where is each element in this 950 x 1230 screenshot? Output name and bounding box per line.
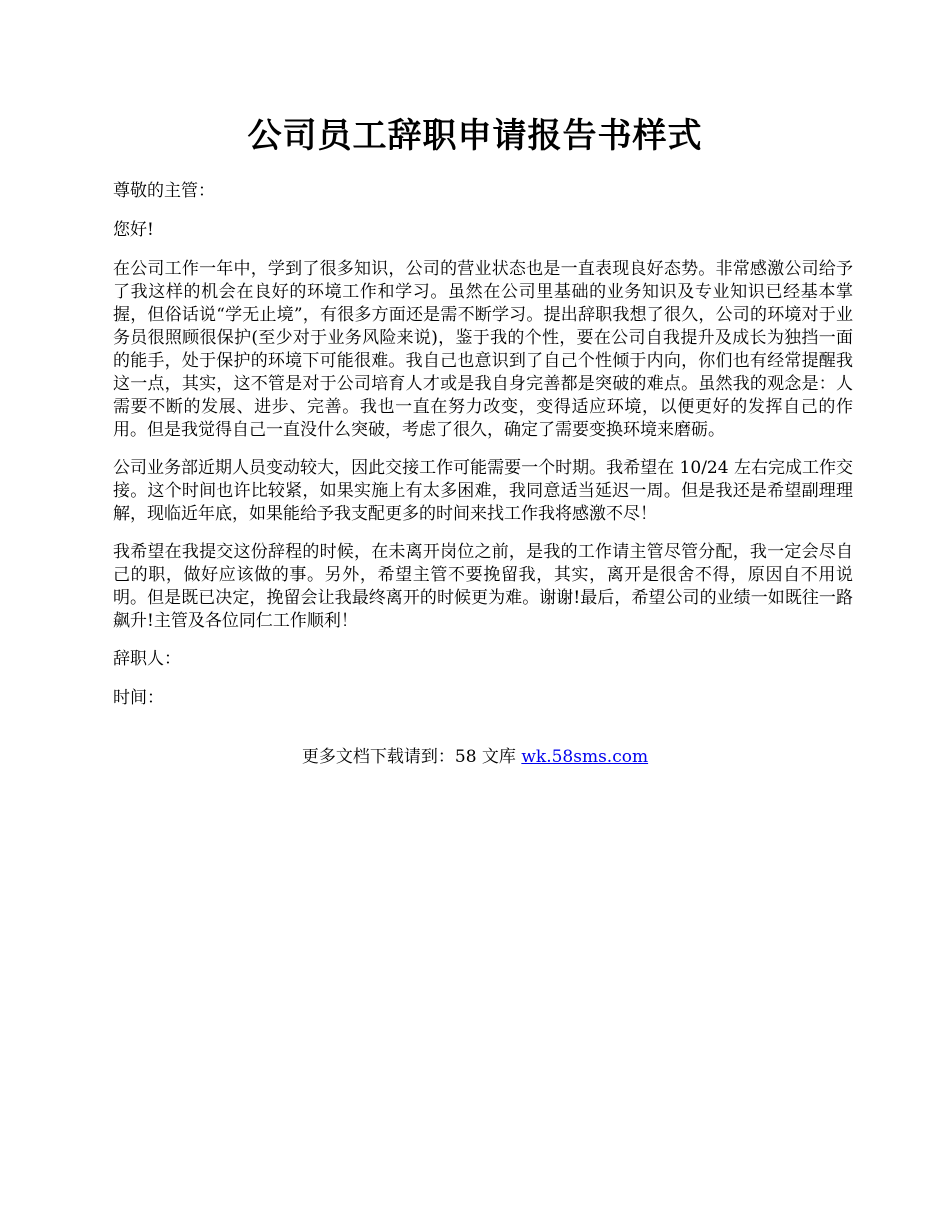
signature-label: 辞职人： [113,649,181,669]
document-body [113,180,853,726]
paragraph-2: 公司业务部近期人员变动较大，因此交接工作可能需要一个时期。我希望在 10/24 左右完成工作交接。这个时间也许比较紧，如果实施上有太多困难，我同意适当延迟一周。但是我还是希望副理理解，现临近年底，如果能给予我支配更多的时间来找工作我将感激不尽！ [113,458,853,524]
paragraph-1: 在公司工作一年中，学到了很多知识，公司的营业状态也是一直表现良好态势。非常感激公司给予了我这样的机会在良好的环境工作和学习。虽然在公司里基础的业务知识及专业知识已经基本掌握，但俗话说“学无止境”，有很多方面还是需不断学习。提出辞职我想了很久，公司的环境对于业务员很照顾很保护(至少对于业务风险来说)，鉴于我的个性，要在公司自我提升及成长为独挡一面的能手，处于保护的环境下可能很难。我自己也意识到了自己个性倾于内向，你们也有经常提醒我这一点，其实，这不管是对于公司培育人才或是我自身完善都是突破的难点。虽然我的观念是：人需要不断的发展、进步、完善。我也一直在努力改变，变得适应环境，以便更好的发挥自己的作用。但是我觉得自己一直没什么突破，考虑了很久，确定了需要变换环境来磨砺。 [113,259,853,440]
document-title: 公司员工辞职申请报告书样式 [247,116,703,156]
footer [0,745,950,769]
paragraph-3: 我希望在我提交这份辞程的时候，在未离开岗位之前，是我的工作请主管尽管分配，我一定会尽自己的职，做好应该做的事。另外，希望主管不要挽留我，其实，离开是很舍不得，原因自不用说明。但是既已决定，挽留会让我最终离开的时候更为难。谢谢!最后，希望公司的业绩一如既往一路飙升!主管及各位同仁工作顺利！ [113,542,853,631]
date-label: 时间： [113,688,164,708]
footer-link[interactable]: wk.58sms.com [521,747,649,767]
greeting: 您好! [113,220,154,240]
salutation: 尊敬的主管： [113,181,215,201]
footer-prefix: 更多文档下载请到：58 文库 [301,747,522,767]
